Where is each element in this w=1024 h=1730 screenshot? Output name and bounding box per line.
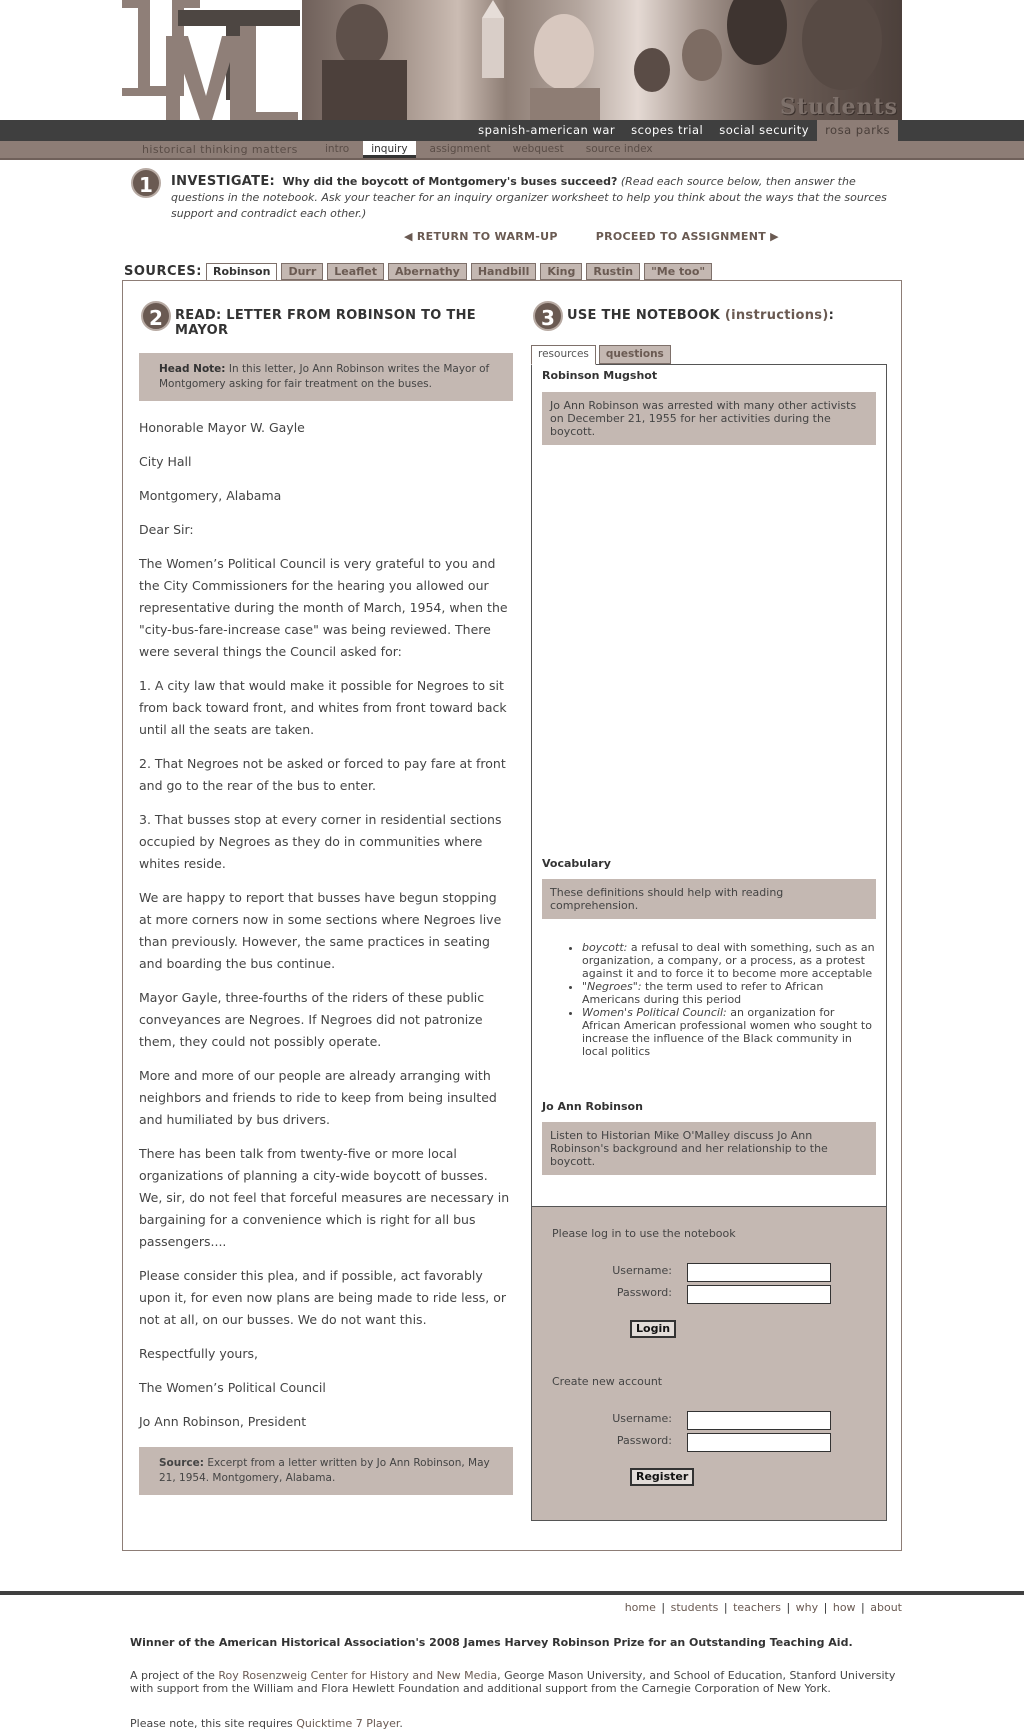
letter-paragraph: Dear Sir:	[139, 522, 194, 537]
source-tab-handbill[interactable]: Handbill	[471, 263, 537, 280]
source-tab-me-too[interactable]: "Me too"	[644, 263, 712, 280]
register-username-input[interactable]	[687, 1411, 831, 1430]
letter-paragraph: The Women’s Political Council is very grateful to you and the City Commissioners for the hearing you allowed our representative during the month of March, 1954, when the "city-bus-fare-increase case" was being reviewed. There were several things the Council asked for:	[139, 556, 508, 659]
investigate-question: Why did the boycott of Montgomery's buses succeed?	[282, 175, 618, 188]
letter-paragraph: 1. A city law that would make it possible for Negroes to sit from back toward front, and whites from front toward back until all the seats are taken.	[139, 678, 507, 737]
source-citation-text: Excerpt from a letter written by Jo Ann Robinson, May 21, 1954. Montgomery, Alabama.	[159, 1457, 490, 1484]
notebook-tab-resources[interactable]: resources	[531, 345, 596, 365]
subnav-webquest[interactable]: webquest	[512, 143, 564, 155]
vocab-def: an organization for African American professional women who sought to increase the influence of the Black community in local politics	[582, 1006, 872, 1058]
head-note	[139, 353, 513, 401]
notebook-tab-questions[interactable]: questions	[599, 345, 671, 364]
vocabulary-list	[542, 941, 876, 1058]
vocabulary-title: Vocabulary	[542, 857, 611, 870]
footer-separator: |	[820, 1601, 831, 1614]
robinson-audio-text[interactable]: Listen to Historian Mike O'Malley discuss Jo Ann Robinson's background and her relationship to the boycott.	[542, 1122, 876, 1175]
mugshot-caption: Jo Ann Robinson was arrested with many other activists on December 21, 1955 for her activities during the boycott.	[542, 392, 876, 445]
subnav-intro[interactable]: intro	[325, 143, 350, 155]
project-suffix: , George Mason University, and School of Education, Stanford University with support from the William and Flora Hewlett Foundation and additional support from the Carnegie Corporation of New York.	[130, 1669, 896, 1695]
banner-photo-collage	[302, 0, 902, 120]
register-button[interactable]: Register	[630, 1468, 694, 1486]
footer-links	[0, 1601, 1024, 1614]
vocab-item	[582, 980, 876, 1006]
note-prefix: Please note, this site requires	[130, 1717, 297, 1730]
footer-separator: |	[857, 1601, 869, 1614]
head-note-label: Head Note:	[159, 363, 226, 375]
vocab-def: a refusal to deal with something, such as an organization, a company, or a process, as a protest against it and to force it to become more acceptable	[582, 941, 875, 980]
login-prompt: Please log in to use the notebook	[552, 1227, 736, 1240]
vocabulary-intro: These definitions should help with reading comprehension.	[542, 879, 876, 919]
vocab-term: Women's Political Council:	[582, 1006, 727, 1019]
create-account-prompt: Create new account	[552, 1375, 663, 1388]
investigate-instructions: (Read each source below, then answer the questions in the notebook. Ask your teacher for an inquiry organizer worksheet to help you think about the ways that the sources support and contradict each other.)	[171, 175, 887, 220]
topic-tab-social-security[interactable]: social security	[719, 123, 810, 137]
students-section-label: Students	[780, 94, 898, 120]
letter-paragraph: The Women’s Political Council	[139, 1380, 326, 1395]
head-note-text: In this letter, Jo Ann Robinson writes the Mayor of Montgomery asking for fair treatment on the buses.	[159, 363, 490, 390]
login-button[interactable]: Login	[630, 1320, 676, 1338]
investigate-prompt	[171, 174, 896, 222]
letter-text	[139, 417, 513, 1433]
footer-divider	[0, 1591, 1024, 1595]
letter-paragraph: Respectfully yours,	[139, 1346, 258, 1361]
footer-separator: |	[657, 1601, 669, 1614]
mugshot-title: Robinson Mugshot	[542, 369, 658, 382]
source-citation	[139, 1447, 513, 1495]
source-tab-abernathy[interactable]: Abernathy	[388, 263, 467, 280]
notebook-instructions-link[interactable]: (instructions)	[724, 308, 829, 323]
letter-paragraph: 3. That busses stop at every corner in residential sections occupied by Negroes as they do in communities where whites reside.	[139, 812, 502, 871]
letter-paragraph: There has been talk from twenty-five or more local organizations of planning a city-wide boycott of busses. We, sir, do not feel that forceful measures are necessary in bargaining for a convenience which is right for all bus passengers....	[139, 1146, 510, 1249]
notebook-title-colon: :	[828, 308, 835, 323]
letter-paragraph: More and more of our people are already arranging with neighbors and friends to ride to keep from being insulted and humiliated by bus drivers.	[139, 1068, 497, 1127]
letter-paragraph: Please consider this plea, and if possible, act favorably upon it, for even now plans are being made to ride less, or not at all, on our busses. We do not want this.	[139, 1268, 507, 1327]
footer-separator: |	[782, 1601, 794, 1614]
source-tab-king[interactable]: King	[540, 263, 582, 280]
note-suffix: .	[399, 1717, 403, 1730]
vocab-item	[582, 1006, 876, 1058]
step-3-badge: 3	[533, 301, 563, 331]
source-tab-durr[interactable]: Durr	[281, 263, 323, 280]
letter-paragraph: Montgomery, Alabama	[139, 488, 282, 503]
password-label: Password:	[616, 1286, 672, 1299]
investigate-links	[404, 230, 779, 243]
footer-separator: |	[720, 1601, 732, 1614]
footer-link-teachers[interactable]: teachers	[733, 1601, 781, 1614]
notebook-title: USE THE NOTEBOOK	[567, 308, 721, 323]
register-password-input[interactable]	[687, 1433, 831, 1452]
footer-project-text	[130, 1669, 910, 1695]
letter-paragraph: Jo Ann Robinson, President	[139, 1414, 307, 1429]
investigate-section	[0, 160, 1024, 260]
topic-tab-rosa-parks[interactable]: rosa parks	[817, 120, 898, 141]
sub-nav	[317, 141, 667, 158]
notebook-column	[531, 301, 887, 1521]
footer-link-how[interactable]: how	[832, 1601, 856, 1614]
login-username-input[interactable]	[687, 1263, 831, 1282]
footer-link-students[interactable]: students	[670, 1601, 719, 1614]
letter-paragraph: City Hall	[139, 454, 192, 469]
subnav-assignment[interactable]: assignment	[429, 143, 491, 155]
vocab-def: the term used to refer to African Americans during this period	[582, 980, 824, 1006]
read-column	[139, 301, 513, 1495]
subnav-inquiry[interactable]: inquiry	[363, 141, 415, 158]
topic-tab-spanish-american-war[interactable]: spanish-american war	[478, 123, 616, 137]
letter-paragraph: We are happy to report that busses have begun stopping at more corners now in some sections where Negroes live than previously. However, the same practices in seating and boarding the bus continue.	[139, 890, 502, 971]
quicktime-link[interactable]: Quicktime 7 Player	[296, 1717, 400, 1730]
site-banner	[0, 0, 1024, 120]
notebook-heading	[531, 301, 887, 333]
vocabulary-block	[542, 879, 876, 1058]
footer-prize-text: Winner of the American Historical Association's 2008 James Harvey Robinson Prize for an Outstanding Teaching Aid.	[130, 1636, 853, 1649]
subnav-source-index[interactable]: source index	[585, 143, 653, 155]
source-tab-robinson[interactable]: Robinson	[206, 263, 277, 282]
vocab-term: "Negroes":	[582, 980, 642, 993]
register-username-label: Username:	[612, 1412, 672, 1425]
rrchnm-link[interactable]: Roy Rosenzweig Center for History and New Media	[218, 1669, 498, 1682]
vocab-term: boycott:	[582, 941, 628, 954]
footer-requirement-note	[130, 1717, 1024, 1730]
step-2-badge: 2	[141, 301, 171, 331]
return-to-warmup-link[interactable]: ◀ RETURN TO WARM-UP	[404, 230, 558, 243]
topic-nav	[470, 120, 898, 141]
footer-link-about[interactable]: about	[870, 1601, 902, 1614]
sources-label: SOURCES:	[124, 264, 202, 279]
footer-link-why[interactable]: why	[795, 1601, 819, 1614]
step-1-badge: 1	[131, 168, 161, 198]
read-heading	[139, 301, 513, 338]
topic-tab-scopes-trial[interactable]: scopes trial	[631, 123, 704, 137]
footer-link-home[interactable]: home	[624, 1601, 656, 1614]
register-password-label: Password:	[616, 1434, 672, 1447]
notebook-tabs	[531, 345, 887, 364]
letter-paragraph: Mayor Gayle, three-fourths of the riders of these public conveyances are Negroes. If Negroes did not patronize them, they could not possibly operate.	[139, 990, 485, 1049]
username-label: Username:	[612, 1264, 672, 1277]
login-password-input[interactable]	[687, 1285, 831, 1304]
project-prefix: A project of the	[130, 1669, 219, 1682]
investigate-label: INVESTIGATE:	[171, 174, 275, 189]
letter-paragraph: Honorable Mayor W. Gayle	[139, 420, 305, 435]
htm-logo	[122, 0, 302, 150]
source-tab-leaflet[interactable]: Leaflet	[327, 263, 384, 280]
robinson-audio-title: Jo Ann Robinson	[542, 1100, 643, 1113]
sources-row	[0, 260, 1024, 280]
resources-panel	[531, 364, 887, 1207]
site-name-link[interactable]: historical thinking matters	[142, 143, 298, 156]
source-content-box	[122, 280, 902, 1551]
login-panel	[531, 1207, 887, 1521]
proceed-to-assignment-link[interactable]: PROCEED TO ASSIGNMENT ▶	[595, 230, 779, 243]
letter-paragraph: 2. That Negroes not be asked or forced to pay fare at front and go to the rear of the bus to enter.	[139, 756, 506, 793]
source-citation-label: Source:	[159, 1457, 204, 1469]
vocab-item	[582, 941, 876, 980]
read-title: READ: LETTER FROM ROBINSON TO THE MAYOR	[175, 308, 476, 338]
source-tab-rustin[interactable]: Rustin	[586, 263, 640, 280]
notebook-title-wrap	[567, 308, 834, 323]
